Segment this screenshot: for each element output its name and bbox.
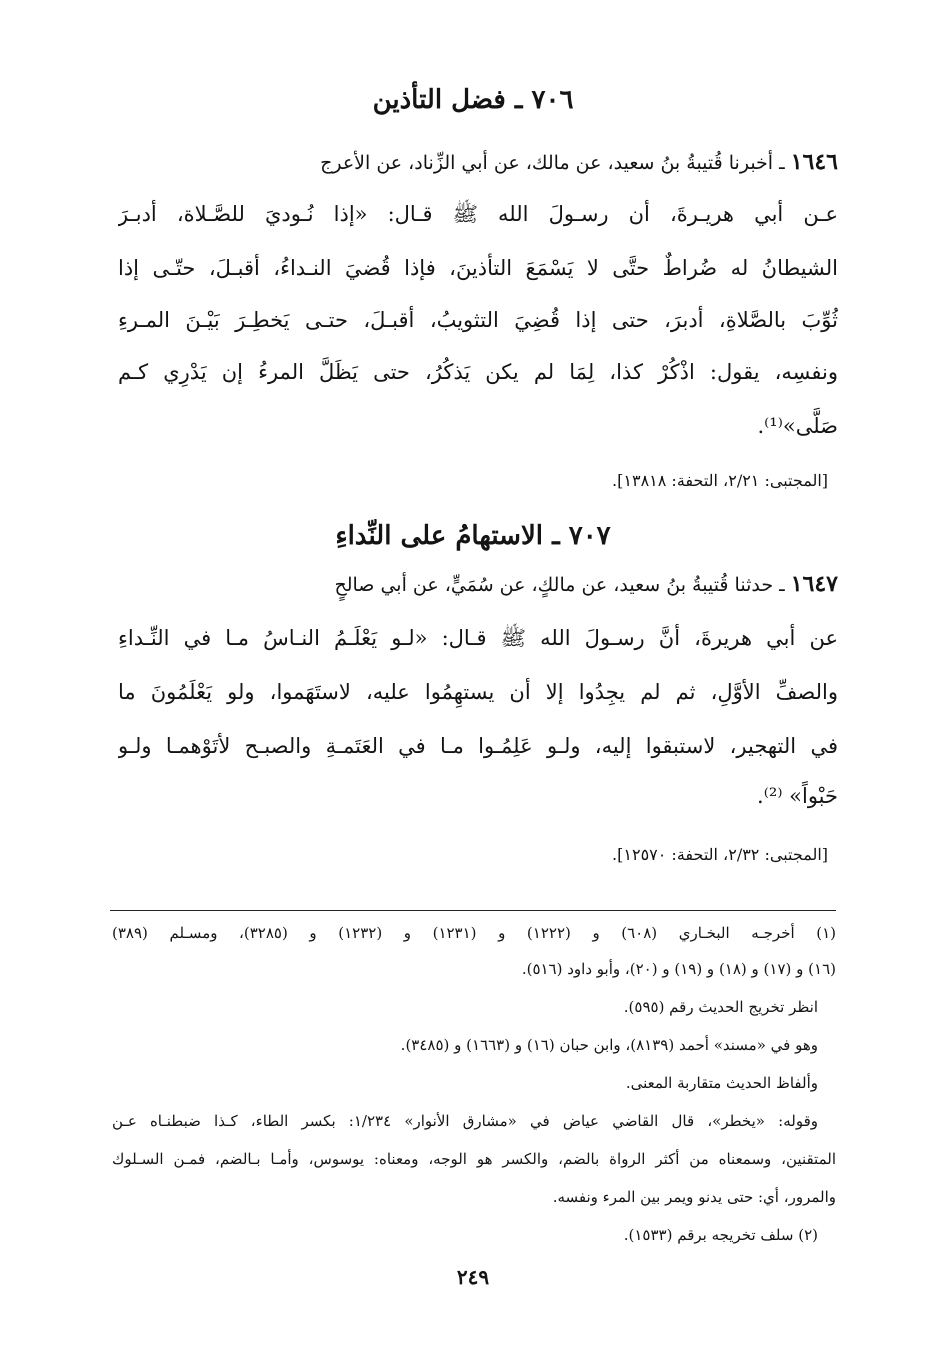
hadith-isnad-line: [118, 568, 838, 601]
hadith-isnad: ـ حدثنا قُتيبةُ بنُ سعيد، عن مالكٍ، عن سُمَيٍّ، عن أبي صالحٍ: [334, 574, 791, 596]
hadith-text-line: صَلَّى»⁽¹⁾.: [757, 414, 838, 438]
footnote-line: وقوله: «يخطر»، قال القاضي عياض في «مشارق الأنوار» ١/٢٣٤: بكسر الطاء، كـذا ضبطنـاه عـن: [112, 1112, 818, 1130]
hadith-isnad-line: [118, 146, 838, 179]
footnote-line: (١) أخرجـه البخـاري (٦٠٨) و (١٢٢٢) و (١٢٣١) و (١٢٣٢) و (٣٢٨٥)، ومسـلم (٣٨٩): [112, 924, 836, 942]
chapter-title: ٧٠٦ ـ فضل التأذين: [372, 85, 574, 115]
footnote-line: وهو في «مسند» أحمد (٨١٣٩)، وابن حبان (١٦) و (١٦٦٣) و (٣٤٨٥).: [400, 1036, 818, 1054]
hadith-number: ١٦٤٧: [790, 571, 838, 597]
hadith-isnad: ـ أخبرنا قُتيبةُ بنُ سعيد، عن مالك، عن أبي الزِّناد، عن الأعرج: [320, 152, 791, 174]
hadith-text-line: حَبْواً» ⁽²⁾.: [757, 784, 838, 808]
hadith-reference: [المجتبى: ٢/٣٢، التحفة: ١٢٥٧٠].: [612, 845, 828, 864]
page-number: ٢٤٩: [456, 1265, 490, 1289]
hadith-text-line: ثُوِّبَ بالصَّلاةِ، أدبرَ، حتى إذا قُضِيَ التثويبُ، أقبـلَ، حتـى يَخطِـرَ بَيْـنَ المـرءِ: [118, 308, 838, 332]
hadith-text-line: الشيطانُ له ضُراطٌ حتَّى لا يَسْمَعَ التأذينَ، فإذا قُضيَ النـداءُ، أقبـلَ، حتّـى إذا: [118, 256, 838, 280]
hadith-reference: [المجتبى: ٢/٢١، التحفة: ١٣٨١٨].: [612, 471, 828, 490]
footnote-line: (١٦) و (١٧) و (١٨) و (١٩) و (٢٠)، وأبو داود (٥١٦).: [521, 960, 836, 978]
hadith-text-line: ونفسِه، يقول: اذْكُرْ كذا، لِمَا لم يكن يَذكُرُ، حتى يَظَلَّ المرءُ إن يَدْرِي كـم: [118, 360, 838, 384]
footnote-line: المتقنين، وسمعناه من أكثر الرواة بالضم، والكسر هو الوجه، ومعناه: يوسوس، وأمـا بـالضم، فمـن السـلوك: [112, 1150, 836, 1168]
footnote-separator: [110, 910, 836, 911]
hadith-text-line: عن أبي هريرةَ، أنَّ رسـولَ الله ﷺ قـال: «لـو يَعْلَـمُ النـاسُ مـا في النِّـداءِ: [118, 626, 838, 650]
hadith-text-line: في التهجير، لاستبقوا إليه، ولـو عَلِمُـوا مـا في العَتَمـةِ والصبـح لأتَوْهمـا ولـو: [118, 734, 838, 758]
footnote-line: (٢) سلف تخريجه برقم (١٥٣٣).: [623, 1226, 818, 1244]
footnote-line: والمرور، أي: حتى يدنو ويمر بين المرء ونفسه.: [552, 1188, 836, 1206]
footnote-line: وألفاظ الحديث متقاربة المعنى.: [625, 1074, 818, 1092]
hadith-number: ١٦٤٦: [790, 149, 838, 175]
hadith-text-line: عـن أبي هريـرةَ، أن رسـولَ الله ﷺ قـال: «إذا نُـوديَ للصَّـلاة، أدبـرَ: [118, 202, 838, 226]
hadith-text-line: والصفِّ الأوَّلِ، ثم لم يجِدُوا إلا أن يستهِمُوا عليه، لاستَهَموا، ولو يَعْلَمُونَ ما: [118, 680, 838, 704]
footnote-line: انظر تخريج الحديث رقم (٥٩٥).: [623, 998, 818, 1016]
chapter-title: ٧٠٧ ـ الاستهامُ على النِّداءِ: [335, 521, 611, 551]
